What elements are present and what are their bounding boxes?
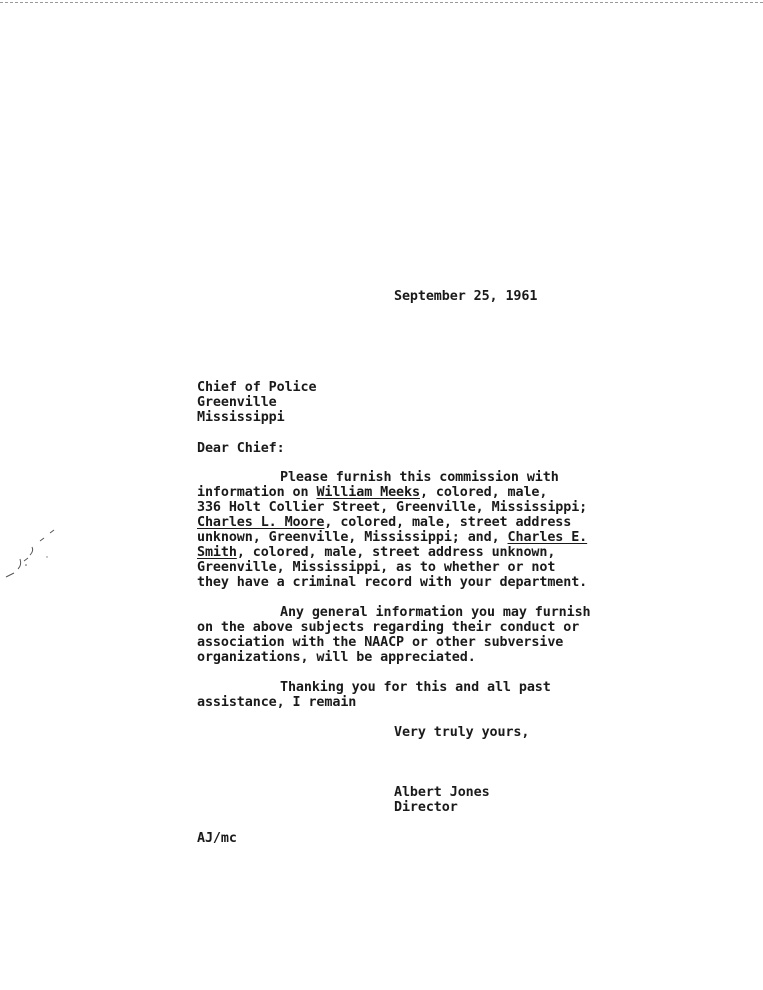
closing: Very truly yours, bbox=[394, 725, 530, 740]
letter-date: September 25, 1961 bbox=[394, 289, 538, 304]
salutation: Dear Chief: bbox=[197, 441, 285, 456]
paragraph-2-line-4: organizations, will be appreciated. bbox=[197, 650, 476, 665]
paragraph-1-line-1: Please furnish this commission with bbox=[280, 470, 559, 485]
subject-name-charles-moore: Charles L. Moore bbox=[197, 515, 325, 530]
signature-title: Director bbox=[394, 800, 458, 815]
subject-name-william-meeks: William Meeks bbox=[316, 485, 420, 500]
paragraph-1-line-4: Charles L. Moore, colored, male, street address bbox=[197, 515, 572, 530]
reference-initials: AJ/mc bbox=[197, 831, 237, 846]
paragraph-2-line-1: Any general information you may furnish bbox=[280, 605, 591, 620]
signature-name: Albert Jones bbox=[394, 785, 490, 800]
subject-name-charles-smith-first: Charles E. bbox=[507, 530, 588, 545]
recipient-line-2: Greenville bbox=[197, 395, 277, 410]
paragraph-3-line-1: Thanking you for this and all past bbox=[280, 680, 551, 695]
recipient-line-3: Mississippi bbox=[197, 410, 285, 425]
paragraph-1-line-6: Smith, colored, male, street address unknown, bbox=[197, 545, 556, 560]
paragraph-1-line-5: unknown, Greenville, Mississippi; and, Charles E. bbox=[197, 530, 588, 545]
paragraph-2-line-2: on the above subjects regarding their conduct or bbox=[197, 620, 580, 635]
paragraph-2-line-3: association with the NAACP or other subversive bbox=[197, 635, 564, 650]
recipient-line-1: Chief of Police bbox=[197, 380, 317, 395]
paragraph-3-line-2: assistance, I remain bbox=[197, 695, 357, 710]
stray-pen-mark-icon bbox=[0, 525, 60, 585]
paragraph-1-line-8: they have a criminal record with your department. bbox=[197, 575, 588, 590]
paragraph-1-line-7: Greenville, Mississippi, as to whether or not bbox=[197, 560, 556, 575]
subject-name-charles-smith-last: Smith bbox=[197, 545, 237, 560]
paragraph-1-line-2: information on William Meeks, colored, male, bbox=[197, 485, 548, 500]
paragraph-1-line-3: 336 Holt Collier Street, Greenville, Mississippi; bbox=[197, 500, 588, 515]
